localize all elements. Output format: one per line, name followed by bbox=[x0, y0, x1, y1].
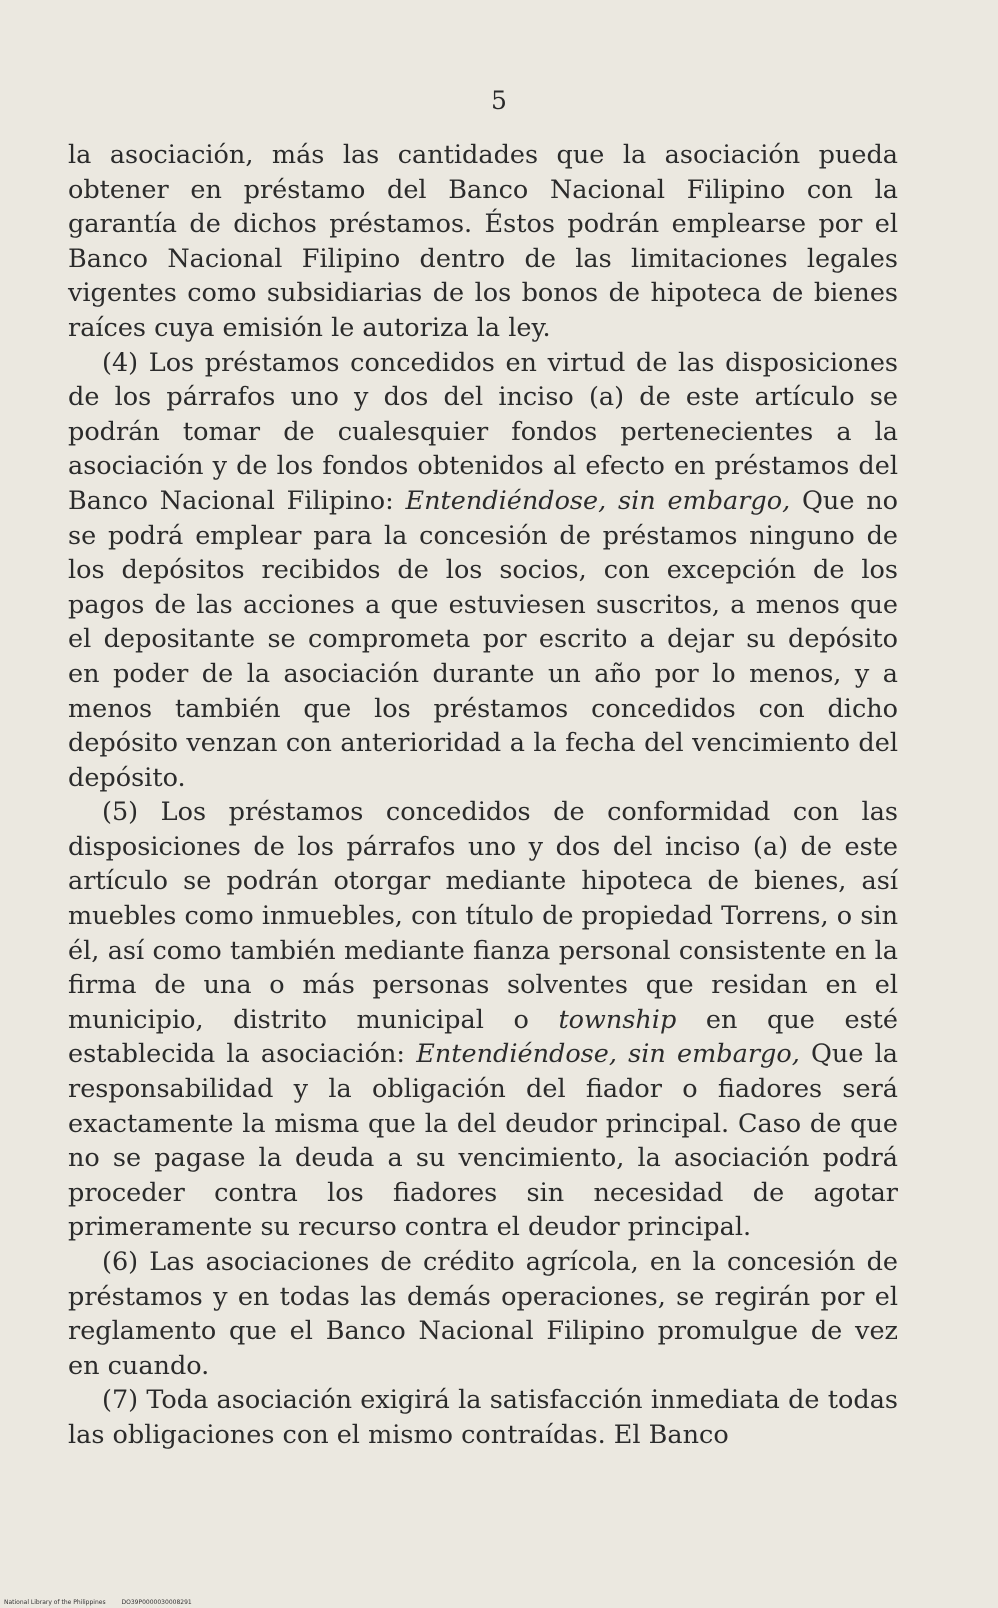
section-5-text-after: Que la responsabilidad y la obligación del fiador o fiadores será exactamente la misma que la del deudor principal. Caso de que no se pagase la deuda a su vencimiento, la asociación podrá proceder contra los fiadores sin necesidad de agotar primeramente su recurso contra el deudor principal. bbox=[68, 1039, 898, 1243]
section-4-proviso: Entendiéndose, sin embargo, bbox=[405, 485, 791, 516]
section-5-township: township bbox=[558, 1004, 677, 1035]
page-number: 5 bbox=[491, 86, 507, 115]
section-4-text: (4) Los préstamos concedidos en virtud de las disposiciones de los párrafos uno y dos del inciso (a) de este artículo se podrán tomar de cualesquier fondos pertenecientes a la asociación y de los fondos obtenidos al efecto en préstamos del Banco Nacional Filipino: bbox=[68, 347, 898, 516]
paragraph-section-5 bbox=[68, 795, 898, 1245]
paragraph-section-6: (6) Las asociaciones de crédito agrícola, en la concesión de préstamos y en todas las demás operaciones, se regirán por el reglamento que el Banco Nacional Filipino promulgue de vez en cuando. bbox=[68, 1247, 898, 1381]
paragraph-continuation: la asociación, más las cantidades que la asociación pueda obtener en préstamo del Banco Nacional Filipino con la garantía de dichos préstamos. Éstos podrán emplearse por el Banco Nacional Filipino dentro de las limitaciones legales vigentes como subsidiarias de los bonos de hipoteca de bienes raíces cuya emisión le autoriza la ley. bbox=[68, 140, 898, 343]
section-5-text-middle: en que esté establecida la asociación: bbox=[68, 1004, 898, 1070]
paragraph-section-4 bbox=[68, 346, 898, 796]
section-5-proviso: Entendiéndose, sin embargo, bbox=[416, 1039, 800, 1070]
body-text bbox=[68, 138, 898, 1453]
scan-footer bbox=[4, 1599, 206, 1606]
paragraph-section-7: (7) Toda asociación exigirá la satisfacción inmediata de todas las obligaciones con el mismo contraídas. El Banco bbox=[68, 1385, 898, 1450]
footer-library: National Library of the Philippines bbox=[4, 1599, 106, 1606]
footer-code: DO39P0000030008291 bbox=[121, 1599, 192, 1606]
section-5-text: (5) Los préstamos concedidos de conformidad con las disposiciones de los párrafos uno y dos del inciso (a) de este artículo se podrán otorgar mediante hipoteca de bienes, así muebles como inmuebles, con título de propiedad Torrens, o sin él, así como también mediante fianza personal consistente en la firma de una o más personas solventes que residan en el municipio, distrito municipal o bbox=[68, 797, 898, 1035]
section-4-text-after: Que no se podrá emplear para la concesión de préstamos ninguno de los depósitos recibidos de los socios, con excepción de los pagos de las acciones a que estuviesen suscritos, a menos que el depositante se comprometa por escrito a dejar su depósito en poder de la asociación durante un año por lo menos, y a menos también que los préstamos concedidos con dicho depósito venzan con anterioridad a la fecha del vencimiento del depósito. bbox=[68, 485, 898, 793]
